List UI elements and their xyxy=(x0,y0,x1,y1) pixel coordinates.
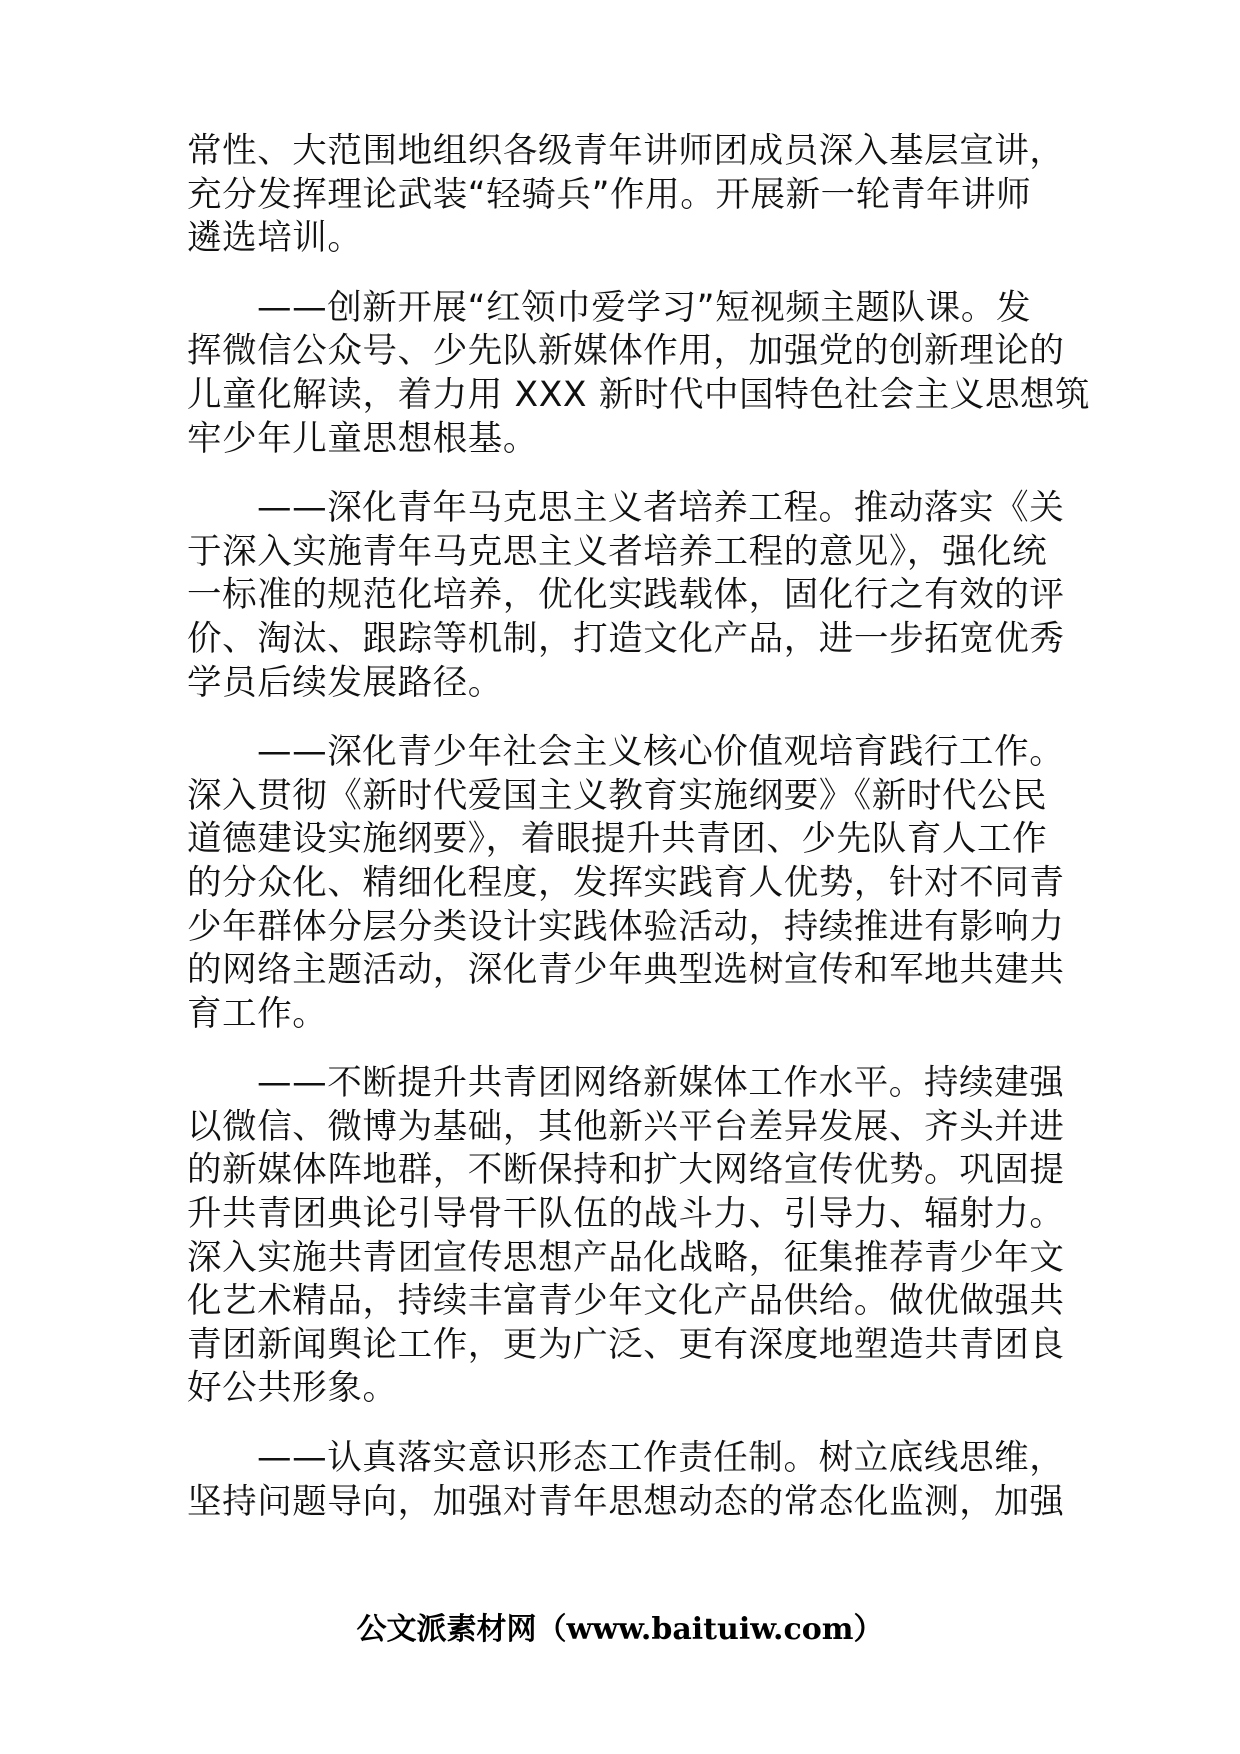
text-line: 常性、大范围地组织各级青年讲师团成员深入基层宣讲， xyxy=(187,131,1065,171)
text-line: 充分发挥理论武装“轻骑兵”作用。开展新一轮青年讲师 xyxy=(187,174,1032,215)
text-line: 坚持问题导向，加强对青年思想动态的常态化监测，加强 xyxy=(187,1481,1065,1522)
text-line: 挥微信公众号、少先队新媒体作用，加强党的创新理论的 xyxy=(187,331,1065,372)
text-line: 青团新闻舆论工作，更为广泛、更有深度地塑造共青团良 xyxy=(187,1324,1065,1365)
text-line: ——深化青少年社会主义核心价值观培育践行工作。 xyxy=(257,732,1065,773)
text-line: 于深入实施青年马克思主义者培养工程的意见》，强化统 xyxy=(187,531,1048,572)
paragraph-1 xyxy=(187,130,1065,261)
text-line: 化艺术精品，持续丰富青少年文化产品供给。做优做强共 xyxy=(187,1281,1065,1322)
text-line: ——认真落实意识形态工作责任制。树立底线思维， xyxy=(257,1438,1065,1479)
text-line: 道德建设实施纲要》，着眼提升共青团、少先队育人工作 xyxy=(187,819,1048,860)
text-line: 的网络主题活动，深化青少年典型选树宣传和军地共建共 xyxy=(187,950,1065,991)
text-line: 的新媒体阵地群，不断保持和扩大网络宣传优势。巩固提 xyxy=(187,1150,1065,1191)
text-line: 深入贯彻《新时代爱国主义教育实施纲要》《新时代公民 xyxy=(187,775,1048,816)
paragraph-3 xyxy=(187,487,1065,705)
text-line: 遴选培训。 xyxy=(187,218,363,259)
text-line: ——不断提升共青团网络新媒体工作水平。持续建强 xyxy=(257,1063,1065,1104)
text-line: 价、淘汰、跟踪等机制，打造文化产品，进一步拓宽优秀 xyxy=(187,618,1065,659)
paragraph-5 xyxy=(187,1062,1065,1411)
paragraph-4 xyxy=(187,731,1065,1036)
text-line: 深入实施共青团宣传思想产品化战略，征集推荐青少年文 xyxy=(187,1237,1065,1278)
text-line: 育工作。 xyxy=(187,993,328,1034)
text-line: 牢少年儿童思想根基。 xyxy=(187,418,538,459)
text-line: ——创新开展“红领巾爱学习”短视频主题队课。发 xyxy=(257,287,1032,328)
text-line: 一标准的规范化培养，优化实践载体，固化行之有效的评 xyxy=(187,575,1065,616)
paragraph-6 xyxy=(187,1437,1065,1524)
text-line: 升共青团典论引导骨干队伍的战斗力、引导力、辐射力。 xyxy=(187,1194,1065,1235)
text-line: 以微信、微博为基础，其他新兴平台差异发展、齐头并进 xyxy=(187,1106,1065,1147)
paragraph-2 xyxy=(187,287,1091,461)
footer-watermark-text: 公文派素材网（www.baituiw.com） xyxy=(356,1612,884,1647)
text-line: 学员后续发展路径。 xyxy=(187,662,503,703)
text-line: 好公共形象。 xyxy=(187,1368,398,1409)
text-line: ——深化青年马克思主义者培养工程。推动落实《关 xyxy=(257,488,1065,529)
document-body xyxy=(187,130,1091,1550)
text-line: 少年群体分层分类设计实践体验活动，持续推进有影响力 xyxy=(187,906,1065,947)
text-line: 儿童化解读，着力用 XXX 新时代中国特色社会主义思想筑 xyxy=(187,374,1091,415)
text-line: 的分众化、精细化程度，发挥实践育人优势，针对不同青 xyxy=(187,862,1065,903)
